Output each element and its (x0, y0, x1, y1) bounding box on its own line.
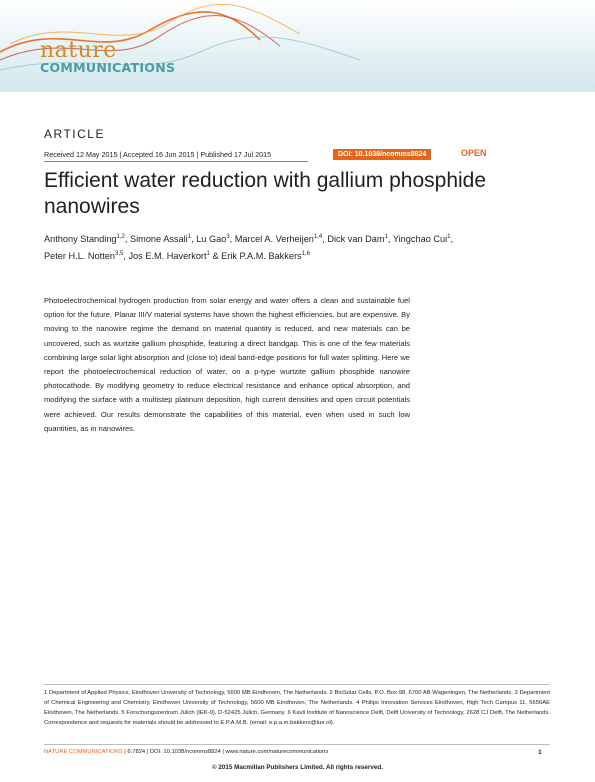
journal-logo-nature: nature (40, 38, 117, 63)
author-name: Anthony Standing$^{1,2}$ (44, 234, 125, 245)
doi-badge[interactable]: DOI: 10.1038/ncomms8824 (333, 149, 431, 160)
author-name: Marcel A. Verheijen$^{1,4}$ (234, 234, 323, 245)
affiliations-divider (44, 684, 550, 685)
author-affiliation-marker: 1 (447, 234, 451, 240)
author-name: Dick van Dam$^1$ (327, 234, 388, 245)
article-title: Efficient water reduction with gallium phosphide nanowires (44, 169, 487, 218)
open-access-label: OPEN (461, 148, 487, 158)
footer-citation-details: | 6:7824 | DOI: 10.1038/ncomms8824 | www.nature.com/naturecommunications (122, 749, 329, 755)
footer-divider (44, 744, 550, 745)
article-type-label: ARTICLE (44, 127, 105, 141)
author-affiliation-marker: 1 (206, 251, 210, 258)
affiliations: 1 Department of Applied Physics, Eindhoven University of Technology, 5600 MB Eindhoven, The Netherlands. 2 BioSolar Cells, P.O. Box 98, 6700 AB Wageningen, The Netherlands. 3 Department of Chemical Engineering and Chemistry, Eindhoven University of Technology, 5600 MB Eindhoven, The Netherlands. 4 Philips Innovation Services Eindhoven, High Tech Campus 11, 5656AE Eindhoven, The Netherlands. 5 Forschungszentrum Jülich (IEK-9), D-52425 Jülich, Germany. 6 Kavli Institute of Nanoscience Delft, Delft University of Technology, 2628 CJ Delft, The Netherlands. Correspondence and requests for materials should be addressed to E.P.A.M.B. (email: e.p.a.m.bakkers@tue.nl). (44, 690, 550, 726)
author-name: Erik P.A.M. Bakkers$^{1,6}$ (221, 251, 310, 262)
dates-underline (44, 161, 308, 162)
author-affiliation-marker: 1 (187, 234, 192, 240)
author-affiliation-marker: 1,2 (116, 234, 125, 240)
author-affiliation-marker: 3 (226, 234, 230, 240)
author-affiliation-marker: 1,6 (301, 251, 310, 258)
author-affiliation-marker: 1,4 (313, 234, 323, 240)
footer-citation (44, 749, 328, 755)
author-name: Lu Gao$^3$ (196, 234, 230, 245)
author-list: Anthony Standing$^{1,2}$, Simone Assali$^1$, Lu Gao$^3$, Marcel A. Verheijen$^{1,4}$, Dick van Dam$^1$, Yingchao Cui$^1$, Peter H.L. Notten$^{3,5}$, Jos E.M. Haverkort$^1$ & Erik P.A.M. Bakkers$^{1,6}$ (44, 234, 454, 262)
author-name: Yingchao Cui$^1$ (392, 234, 451, 245)
author-name: Simone Assali$^1$ (130, 234, 192, 245)
publication-dates: Received 12 May 2015 | Accepted 16 Jun 2015 | Published 17 Jul 2015 (44, 150, 272, 159)
author-affiliation-marker: 3,5 (114, 251, 124, 258)
author-name: Peter H.L. Notten$^{3,5}$ (44, 251, 124, 262)
abstract: Photoelectrochemical hydrogen production from solar energy and water offers a clean and sustainable fuel option for the future. Planar III/V material systems have shown the highest efficiencies, but are expensive. By moving to the nanowire regime the demand on material quantity is reduced, and new materials can be uncovered, such as wurtzite gallium phosphide, featuring a direct bandgap. This is one of the few materials combining large solar light absorption and (close to) ideal band-edge positions for full water splitting. Here we report the photoelectrochemical reduction of water, on a p-type wurtzite gallium phosphide nanowire photocathode. By modifying geometry to reduce electrical resistance and enhance optical absorption, and modifying the surface with a multistep platinum deposition, high current densities and open circuit potentials were achieved. Our results demonstrate the capabilities of this material, even when used in such low quantities, as in nanowires. (44, 296, 410, 433)
author-affiliation-marker: 1 (384, 234, 388, 240)
journal-logo-communications: COMMUNICATIONS (40, 60, 176, 75)
copyright-notice: © 2015 Macmillan Publishers Limited. All rights reserved. (212, 764, 383, 771)
page-number: 1 (538, 749, 542, 756)
author-name: Jos E.M. Haverkort$^1$ (128, 251, 210, 262)
footer-journal-name: NATURE COMMUNICATIONS (44, 749, 123, 755)
